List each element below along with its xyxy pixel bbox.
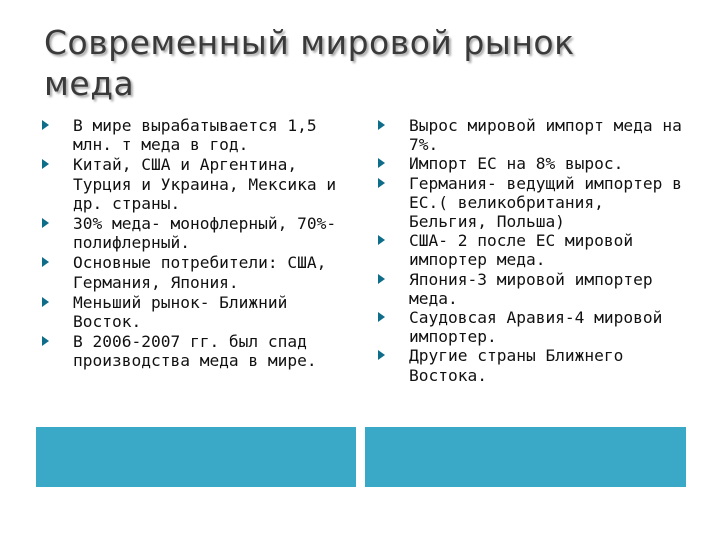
list-item-text: В 2006-2007 гг. был спад производства меда в мире. xyxy=(73,332,317,371)
list-item-text: США- 2 после ЕС мировой импортер меда. xyxy=(409,231,634,270)
list-item-text: Основные потребители: США, Германия, Япония. xyxy=(73,253,327,292)
list-item xyxy=(42,293,360,331)
triangle-bullet-icon xyxy=(42,336,49,346)
list-item xyxy=(378,270,688,308)
triangle-bullet-icon xyxy=(42,159,49,169)
triangle-bullet-icon xyxy=(42,120,49,130)
slide-title: Современный мировой рынок меда xyxy=(44,23,575,103)
list-item xyxy=(42,253,360,291)
left-column xyxy=(42,116,360,372)
list-item-text: Япония-3 мировой импортер меда. xyxy=(409,269,653,308)
list-item xyxy=(378,346,688,384)
list-item-text: В мире вырабатывается 1,5 млн. т меда в год. xyxy=(73,116,317,155)
right-column xyxy=(378,116,688,385)
list-item xyxy=(42,116,360,154)
list-item-text: Импорт ЕС на 8% вырос. xyxy=(409,154,624,174)
list-item xyxy=(378,231,688,269)
list-item xyxy=(42,214,360,252)
list-item xyxy=(42,332,360,370)
list-item xyxy=(378,116,688,154)
list-item xyxy=(378,308,688,346)
right-bullet-list xyxy=(378,116,688,385)
triangle-bullet-icon xyxy=(378,120,385,130)
list-item-text: 30% меда- монофлерный, 70%- полифлерный. xyxy=(73,214,337,253)
list-item xyxy=(378,154,688,173)
list-item-text: Вырос мировой импорт меда на 7%. xyxy=(409,116,682,155)
footer-bar-left xyxy=(36,427,356,487)
footer-bar-right xyxy=(365,427,686,487)
triangle-bullet-icon xyxy=(378,158,385,168)
triangle-bullet-icon xyxy=(378,274,385,284)
list-item-text: Другие страны Ближнего Востока. xyxy=(409,346,624,385)
list-item xyxy=(378,174,688,232)
triangle-bullet-icon xyxy=(42,257,49,267)
left-bullet-list xyxy=(42,116,360,371)
list-item-text: Китай, США и Аргентина, Турция и Украина, Мексика и др. страны. xyxy=(73,155,337,213)
triangle-bullet-icon xyxy=(378,235,385,245)
triangle-bullet-icon xyxy=(42,297,49,307)
list-item xyxy=(42,155,360,213)
list-item-text: Германия- ведущий импортер в ЕС.( великобритания, Бельгия, Польша) xyxy=(409,173,682,232)
triangle-bullet-icon xyxy=(378,312,385,322)
triangle-bullet-icon xyxy=(378,178,385,188)
triangle-bullet-icon xyxy=(42,218,49,228)
triangle-bullet-icon xyxy=(378,350,385,360)
list-item-text: Саудовсая Аравия-4 мировой импортер. xyxy=(409,308,663,347)
list-item-text: Меньший рынок- Ближний Восток. xyxy=(73,292,288,332)
